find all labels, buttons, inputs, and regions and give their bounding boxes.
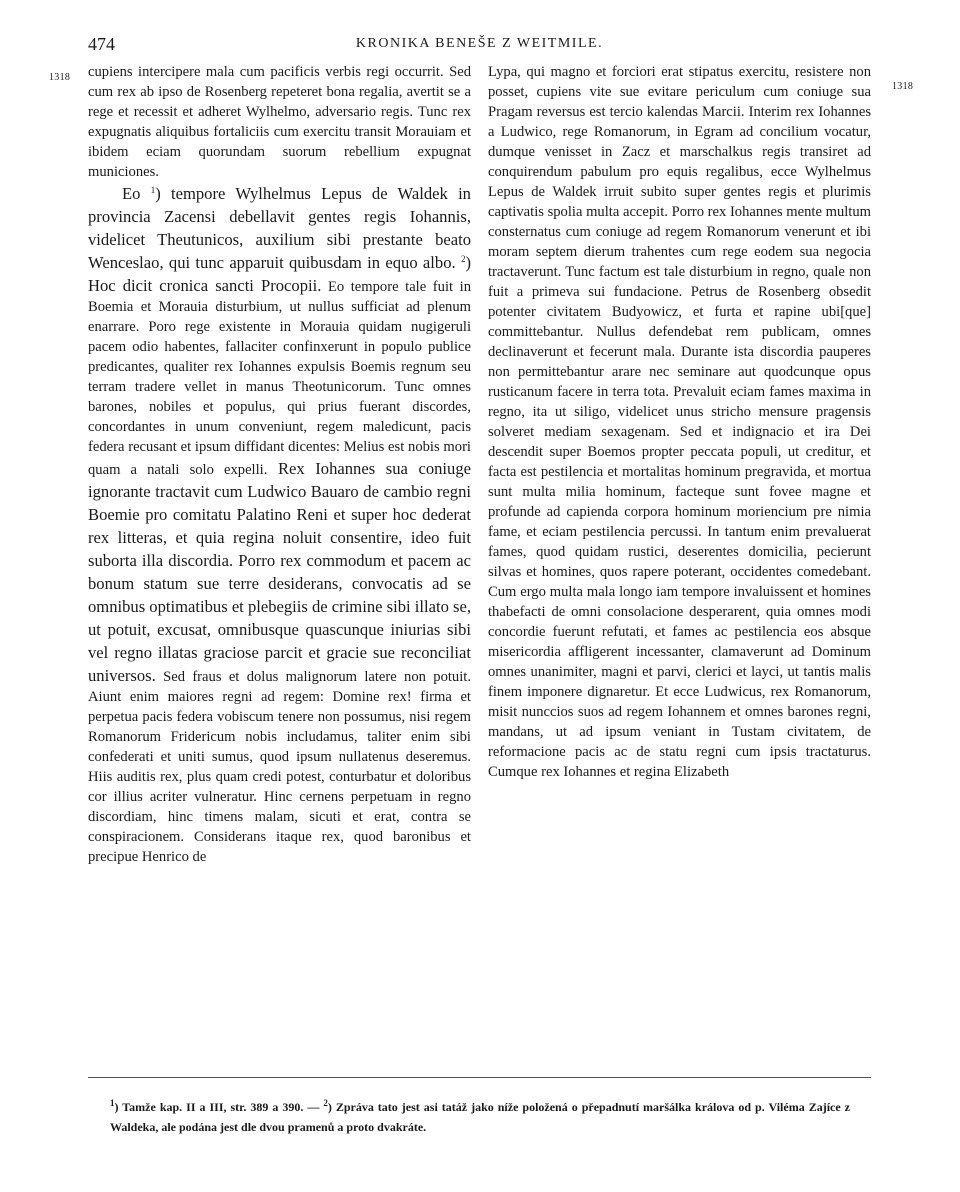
footnote-ref-1: 1 xyxy=(150,185,156,196)
footnote-ref-2: 2 xyxy=(460,254,466,265)
footnote-2: ) Zpráva tato jest asi tatáž jako níže položená o přepadnutí maršálka králova od p. Viléma Zajíce z Waldeka, ale podána jest dle dvou pramenů a proto dvakráte. xyxy=(110,1100,850,1134)
margin-year-left: 1318 xyxy=(49,72,71,83)
paragraph-1: cupiens intercipere mala cum pacificis verbis regi occurrit. Sed cum rex ab ipso de Rosenberg repeteret bona regalia, avertit se a rege et recessit et adheret Wylhelmo, adversario regis. Tunc rex expugnatis aliquibus fortaliciis cum exercitu transit Morauiam et ibidem eciam quorundam suorum rebellium expugnat municiones. xyxy=(88,64,471,180)
footnote-mark-2: 2 xyxy=(323,1098,328,1108)
page-number: 474 xyxy=(88,34,115,54)
right-column-text: Lypa, qui magno et forciori erat stipatus exercitu, resistere non posset, cupiens vite sue evitare periculum cum coniuge sua Pragam reversus est tercio kalendas Marcii. Interim rex Iohannes a Ludwico, rege Romanorum, in Egram ad concilium vocatur, dumque venisset in Zacz et marschalkus regis transiret ad conquirendum pabulum pro equis regalibus, ecce Wylhelmus Lepus de Waldek irruit subito super gentes regis et plurimis captivatis spolia multa accepit. Porro rex Iohannes mente multum consternatus cum coniuge ad regem Romanorum venerunt et ibi moram septem dierum trahentes cum rege eodem sua negocia tractaverunt. Tunc factum est tale disturbium in regno, quale non fuit a primeva sui fundacione. Petrus de Rosenberg obsedit potenter civitatem Budyowicz, et furta et rapine ubi[que] committebantur. Nullus defendebat rem publicam, omnes declinaverunt et fecerunt mala. Durante ista discordia pauperes non permittebantur arare nec seminare aut quodcunque opus rusticanum facere in terra tota. Prevaluit eciam fames maxima in regno, ita ut siligo, videlicet unus stricho mensure pragensis solveret mediam sexagenam. Sed et indignacio et ira Dei descendit super Boemos propter peccata populi, ut creditur, et facta est pestilencia et mortalitas hominum pregravida, et mortua sunt multa milia hominum, facteque sunt fovee magne et profunde ad capienda corpora hominum moriencium pre nimia fame, et eciam pestilencia percussi. In tantum enim prevaluerat fames, quod quidam rustici, deserentes domicilia, pecierunt silvas et homines, quos rapere poterant, occidentes comedebant. Cum ergo multa mala longo iam tempore invaluissent et homines thabefacti de omni consolacione desperarent, quia omnes modi concordie fuerunt refutati, et fames ac pestilencia eos absque misericordia affligerent incessanter, clamaverunt ad Dominum omnes unanimiter, magni et parvi, clerici et layci, ut tantis malis finem imponere dignaretur. Et ecce Ludwicus, rex Romanorum, misit nunccios suos ad regem Iohannem et omnes barones regni, mandans, ut ad ipsum veniant in Tustam civitatem, de reformacione pacis ac de statu regni cum ipsis tractaturus. Cumque rex Iohannes et regina Elizabeth xyxy=(488,64,871,780)
disturbium-passage: Eo tempore tale fuit in Boemia et Morauia disturbium, ut nullus sufficiat ad plenum enarrare. Poro rege existente in Morauia quidam nugigeruli pacem odio habentes, fallaciter confinxerunt in populo publice predicantes, qualiter rex Iohannes expulsis Boemis regnum seu terram tradere vellet in manus Theotunicorum. Tunc omnes barones, nobiles et populus, qui prius fuerant discordes, concordantes in unum conveniunt, regem maledicunt, pacis federa recusant et ipsum diffidant dicentes: Melius est nobis mori quam a natali solo expelli. xyxy=(88,279,471,478)
wenceslaus-passage-b: ) tempore Wylhelmus Lepus de Waldek in provincia Zacensi debellavit gentes regis Iohannis, videlicet Theutunicos, auxilium sibi prestante beato Wenceslao, qui tunc apparuit quibusdam in equo albo. xyxy=(88,184,471,272)
margin-year-right: 1318 xyxy=(892,81,914,92)
ludwig-exchange-passage: Rex Iohannes sua coniuge ignorante tractavit cum Ludwico Bauaro de cambio regni Boemie pro comitatu Palatino Reni et super hoc dederat rex litteras, et quia regina noluit consentire, ideo fuit suborta illa discordia. Porro rex commodum et pacem ac bonum statum sue terre desiderans, convocatis ad se omnibus optimatibus et plebegiis de crimine sibi illato se, ut potuit, excusat, omnibusque quascunque iniurias sibi vel regno illatas graciose parcit et gracie sue reconciliat universos. xyxy=(88,459,471,685)
footnotes xyxy=(110,1097,850,1137)
footnote-text xyxy=(110,1097,850,1137)
footnote-1: ) Tamže kap. II a III, str. 389 a 390. — xyxy=(114,1100,324,1114)
fraud-passage: Sed fraus et dolus malignorum latere non potuit. Aiunt enim maiores regni ad regem: Domine rex! firma et perpetua pacis federa vobiscum tenere non possumus, nisi regem Romanorum Fridericum nobis includamus, taliter enim sibi confederati et uniti sumus, quod ipsum nullatenus deseremus. Hiis auditis rex, plus quam credi potest, conturbatur et doloribus cor illius acriter vulneratur. Hinc cernens perpetuam in regno discordiam, hinc timens malam, sicuti et erat, contra se conspiracionem. Considerans itaque rex, quod baronibus et precipue Henrico de xyxy=(88,669,471,865)
right-column xyxy=(488,62,871,782)
wenceslaus-passage-c: ) Hoc dicit cronica sancti Procopii. xyxy=(88,253,471,295)
footnote-divider xyxy=(88,1077,871,1078)
footnote-mark-1: 1 xyxy=(110,1098,115,1108)
paragraph-2 xyxy=(88,182,471,867)
page-header xyxy=(88,34,871,58)
wenceslaus-passage-a: Eo xyxy=(122,184,151,203)
left-column xyxy=(88,62,471,867)
running-title: KRONIKA BENEŠE Z WEITMILE. xyxy=(355,36,604,51)
